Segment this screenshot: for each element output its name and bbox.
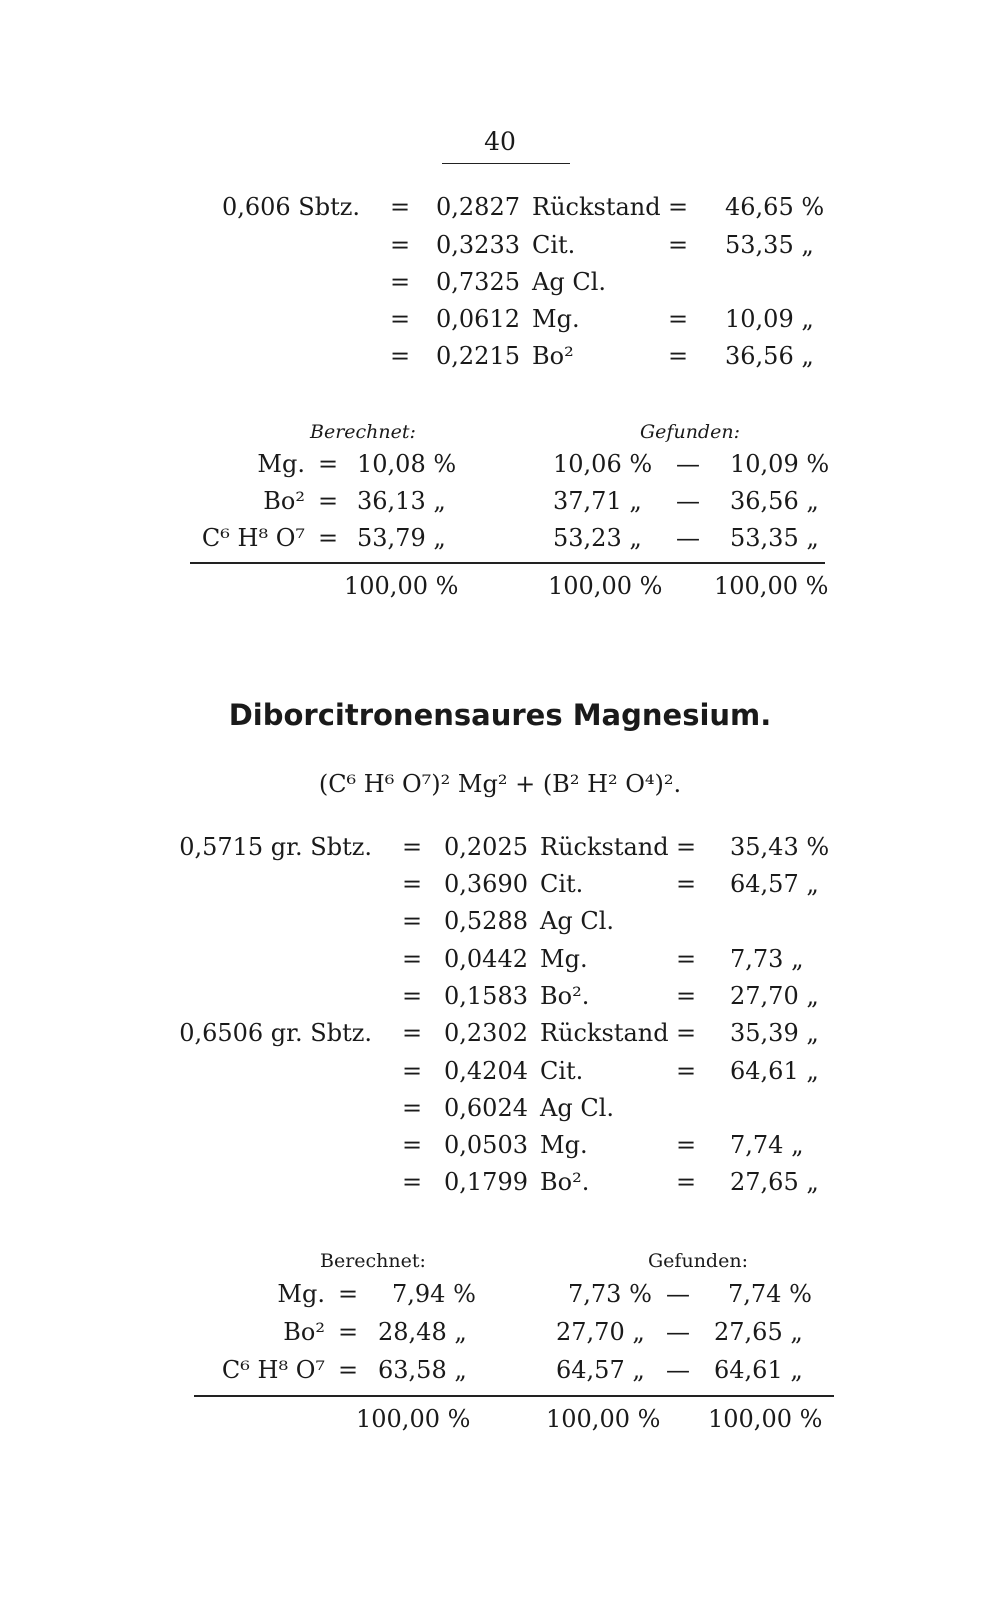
- equals-sign: =: [390, 342, 411, 370]
- equals-sign: =: [402, 1019, 423, 1047]
- equals-sign: =: [402, 1057, 423, 1085]
- compound-name: Bo²: [283, 1318, 325, 1346]
- page-number: 40: [484, 127, 516, 156]
- equals-sign: =: [402, 1094, 423, 1122]
- measured-value: 0,0442: [444, 945, 528, 973]
- component-label: Rückstand: [540, 1019, 669, 1047]
- percent-value: 7,74 „: [730, 1131, 804, 1159]
- dash: —: [676, 487, 700, 515]
- compound-name: Mg.: [277, 1280, 325, 1308]
- percent-value: 64,57 „: [730, 870, 819, 898]
- sample-weight: 0,606 Sbtz.: [221, 193, 360, 221]
- measured-value: 0,2827: [436, 193, 520, 221]
- equals-sign: =: [676, 870, 697, 898]
- component-label: Ag Cl.: [532, 268, 606, 296]
- measured-value: 0,6024: [444, 1094, 528, 1122]
- equals-sign: =: [668, 231, 689, 259]
- calculated-value: 10,08 %: [357, 450, 457, 478]
- equals-sign: =: [338, 1280, 359, 1308]
- component-label: Rückstand: [540, 833, 669, 861]
- gefunden-label: Gefunden:: [640, 421, 740, 443]
- component-label: Cit.: [540, 870, 584, 898]
- equals-sign: =: [676, 1131, 697, 1159]
- sum-rule: [194, 1395, 834, 1397]
- found-value-2: 36,56 „: [730, 487, 819, 515]
- measured-value: 0,0503: [444, 1131, 528, 1159]
- equals-sign: =: [390, 231, 411, 259]
- found-value-1: 7,73 %: [568, 1280, 652, 1308]
- found-value-2: 7,74 %: [728, 1280, 812, 1308]
- page-number-rule: [442, 163, 570, 164]
- equals-sign: =: [668, 305, 689, 333]
- measured-value: 0,1583: [444, 982, 528, 1010]
- percent-value: 46,65 %: [725, 193, 825, 221]
- percent-value: 7,73 „: [730, 945, 804, 973]
- equals-sign: =: [390, 268, 411, 296]
- equals-sign: =: [668, 193, 689, 221]
- compound-name: Bo²: [263, 487, 305, 515]
- found-value-1: 10,06 %: [553, 450, 653, 478]
- found-total-2: 100,00 %: [708, 1405, 823, 1433]
- dash: —: [676, 524, 700, 552]
- found-total-2: 100,00 %: [714, 572, 829, 600]
- calculated-value: 63,58 „: [378, 1356, 467, 1384]
- component-label: Mg.: [540, 945, 588, 973]
- component-label: Ag Cl.: [540, 907, 614, 935]
- measured-value: 0,2215: [436, 342, 520, 370]
- found-value-1: 53,23 „: [553, 524, 642, 552]
- found-value-1: 64,57 „: [556, 1356, 645, 1384]
- percent-value: 35,39 „: [730, 1019, 819, 1047]
- berechnet-label: Berechnet:: [320, 1250, 426, 1272]
- compound-name: C⁶ H⁸ O⁷: [201, 524, 305, 552]
- equals-sign: =: [390, 193, 411, 221]
- measured-value: 0,2302: [444, 1019, 528, 1047]
- gefunden-label: Gefunden:: [648, 1250, 748, 1272]
- equals-sign: =: [402, 833, 423, 861]
- component-label: Mg.: [532, 305, 580, 333]
- equals-sign: =: [402, 870, 423, 898]
- calculated-total: 100,00 %: [356, 1405, 471, 1433]
- component-label: Cit.: [540, 1057, 584, 1085]
- dash: —: [666, 1280, 690, 1308]
- equals-sign: =: [676, 1168, 697, 1196]
- equals-sign: =: [676, 1057, 697, 1085]
- measured-value: 0,0612: [436, 305, 520, 333]
- equals-sign: =: [668, 342, 689, 370]
- dash: —: [676, 450, 700, 478]
- percent-value: 53,35 „: [725, 231, 814, 259]
- found-value-2: 27,65 „: [714, 1318, 803, 1346]
- sum-rule: [190, 562, 825, 564]
- equals-sign: =: [318, 450, 339, 478]
- found-value-2: 53,35 „: [730, 524, 819, 552]
- found-value-2: 10,09 %: [730, 450, 830, 478]
- sample-weight: 0,5715 gr. Sbtz.: [179, 833, 372, 861]
- berechnet-label: Berechnet:: [310, 421, 416, 443]
- equals-sign: =: [318, 524, 339, 552]
- calculated-value: 28,48 „: [378, 1318, 467, 1346]
- section-heading: Diborcitronensaures Magnesium.: [228, 698, 772, 732]
- chemical-formula: (C⁶ H⁶ O⁷)² Mg² + (B² H² O⁴)².: [318, 770, 682, 798]
- component-label: Bo².: [540, 1168, 590, 1196]
- compound-name: Mg.: [257, 450, 305, 478]
- equals-sign: =: [402, 982, 423, 1010]
- percent-value: 35,43 %: [730, 833, 830, 861]
- equals-sign: =: [676, 1019, 697, 1047]
- percent-value: 27,65 „: [730, 1168, 819, 1196]
- measured-value: 0,3690: [444, 870, 528, 898]
- sample-weight: 0,6506 gr. Sbtz.: [179, 1019, 372, 1047]
- equals-sign: =: [318, 487, 339, 515]
- found-total-1: 100,00 %: [546, 1405, 661, 1433]
- calculated-value: 36,13 „: [357, 487, 446, 515]
- component-label: Bo².: [540, 982, 590, 1010]
- percent-value: 10,09 „: [725, 305, 814, 333]
- equals-sign: =: [676, 982, 697, 1010]
- measured-value: 0,2025: [444, 833, 528, 861]
- percent-value: 36,56 „: [725, 342, 814, 370]
- component-label: Mg.: [540, 1131, 588, 1159]
- equals-sign: =: [402, 1168, 423, 1196]
- dash: —: [666, 1356, 690, 1384]
- found-total-1: 100,00 %: [548, 572, 663, 600]
- equals-sign: =: [402, 907, 423, 935]
- calculated-value: 53,79 „: [357, 524, 446, 552]
- percent-value: 64,61 „: [730, 1057, 819, 1085]
- component-label: Rückstand: [532, 193, 661, 221]
- equals-sign: =: [390, 305, 411, 333]
- calculated-value: 7,94 %: [392, 1280, 476, 1308]
- equals-sign: =: [402, 945, 423, 973]
- measured-value: 0,7325: [436, 268, 520, 296]
- found-value-1: 37,71 „: [553, 487, 642, 515]
- measured-value: 0,3233: [436, 231, 520, 259]
- percent-value: 27,70 „: [730, 982, 819, 1010]
- measured-value: 0,5288: [444, 907, 528, 935]
- dash: —: [666, 1318, 690, 1346]
- equals-sign: =: [676, 945, 697, 973]
- calculated-total: 100,00 %: [344, 572, 459, 600]
- measured-value: 0,4204: [444, 1057, 528, 1085]
- component-label: Bo²: [532, 342, 574, 370]
- measured-value: 0,1799: [444, 1168, 528, 1196]
- found-value-2: 64,61 „: [714, 1356, 803, 1384]
- component-label: Cit.: [532, 231, 576, 259]
- equals-sign: =: [338, 1318, 359, 1346]
- found-value-1: 27,70 „: [556, 1318, 645, 1346]
- equals-sign: =: [402, 1131, 423, 1159]
- compound-name: C⁶ H⁸ O⁷: [221, 1356, 325, 1384]
- equals-sign: =: [676, 833, 697, 861]
- component-label: Ag Cl.: [540, 1094, 614, 1122]
- equals-sign: =: [338, 1356, 359, 1384]
